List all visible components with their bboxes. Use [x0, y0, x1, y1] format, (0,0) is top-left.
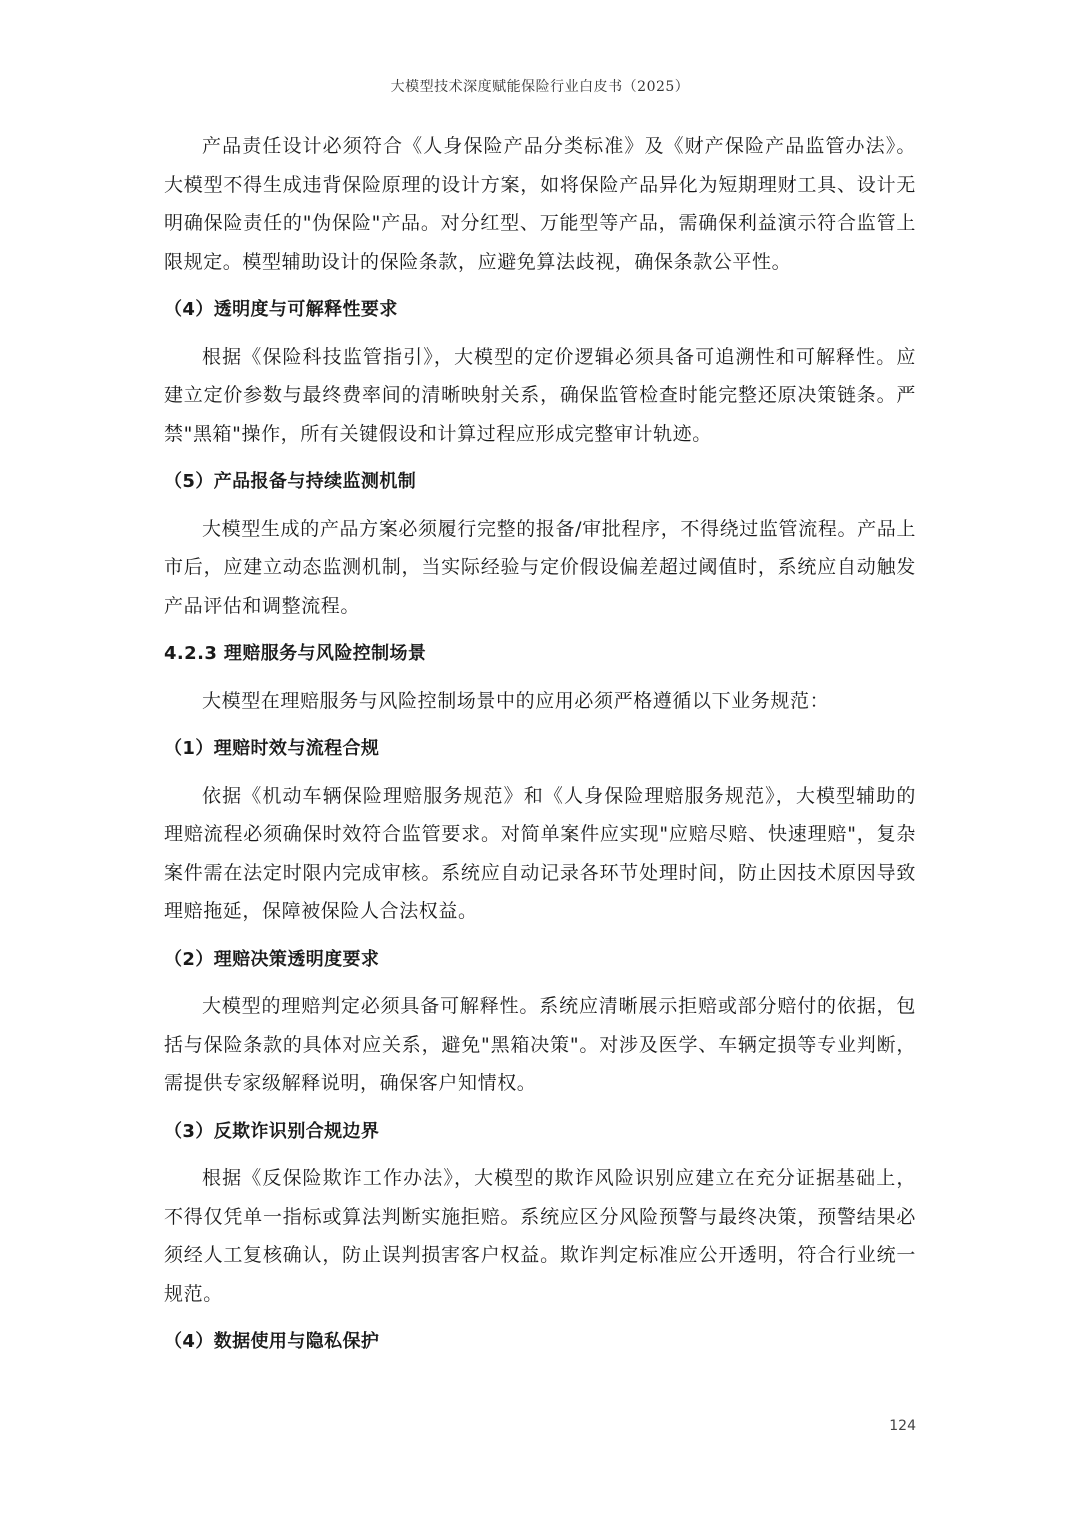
page-header: 大模型技术深度赋能保险行业白皮书（2025）: [390, 79, 690, 95]
paragraph: 大模型生成的产品方案必须履行完整的报备/审批程序，不得绕过监管流程。产品上市后，应建立动态监测机制，当实际经验与定价假设偏差超过阈值时，系统应自动触发产品评估和调整流程。: [164, 517, 916, 617]
paragraph: 产品责任设计必须符合《人身保险产品分类标准》及《财产保险产品监管办法》。大模型不得生成违背保险原理的设计方案，如将保险产品异化为短期理财工具、设计无明确保险责任的"伪保险"产品。对分红型、万能型等产品，需确保利益演示符合监管上限规定。模型辅助设计的保险条款，应避免算法歧视，确保条款公平性。: [164, 135, 916, 273]
paragraph: 大模型在理赔服务与风险控制场景中的应用必须严格遵循以下业务规范：: [202, 689, 830, 712]
section-heading: （4）透明度与可解释性要求: [164, 299, 398, 320]
paragraph: 依据《机动车辆保险理赔服务规范》和《人身保险理赔服务规范》，大模型辅助的理赔流程必须确保时效符合监管要求。对简单案件应实现"应赔尽赔、快速理赔"，复杂案件需在法定时限内完成审核。系统应自动记录各环节处理时间，防止因技术原因导致理赔拖延，保障被保险人合法权益。: [164, 784, 916, 922]
paragraph: 根据《保险科技监管指引》，大模型的定价逻辑必须具备可追溯性和可解释性。应建立定价参数与最终费率间的清晰映射关系，确保监管检查时能完整还原决策链条。严禁"黑箱"操作，所有关键假设和计算过程应形成完整审计轨迹。: [164, 345, 916, 445]
paragraph: 大模型的理赔判定必须具备可解释性。系统应清晰展示拒赔或部分赔付的依据，包括与保险条款的具体对应关系，避免"黑箱决策"。对涉及医学、车辆定损等专业判断，需提供专家级解释说明，确保客户知情权。: [164, 995, 916, 1094]
subsection-title: 4.2.3 理赔服务与风险控制场景: [164, 643, 427, 664]
section-heading: （4）数据使用与隐私保护: [164, 1331, 380, 1352]
paragraph: 根据《反保险欺诈工作办法》，大模型的欺诈风险识别应建立在充分证据基础上，不得仅凭单一指标或算法判断实施拒赔。系统应区分风险预警与最终决策，预警结果必须经人工复核确认，防止误判损害客户权益。欺诈判定标准应公开透明，符合行业统一规范。: [164, 1167, 916, 1305]
page-number: 124: [889, 1418, 916, 1434]
section-heading: （2）理赔决策透明度要求: [164, 948, 380, 970]
section-heading: （5）产品报备与持续监测机制: [164, 471, 417, 492]
document-body: [164, 127, 916, 1362]
section-heading: （3）反欺诈识别合规边界: [164, 1120, 380, 1142]
section-heading: （1）理赔时效与流程合规: [164, 738, 380, 759]
